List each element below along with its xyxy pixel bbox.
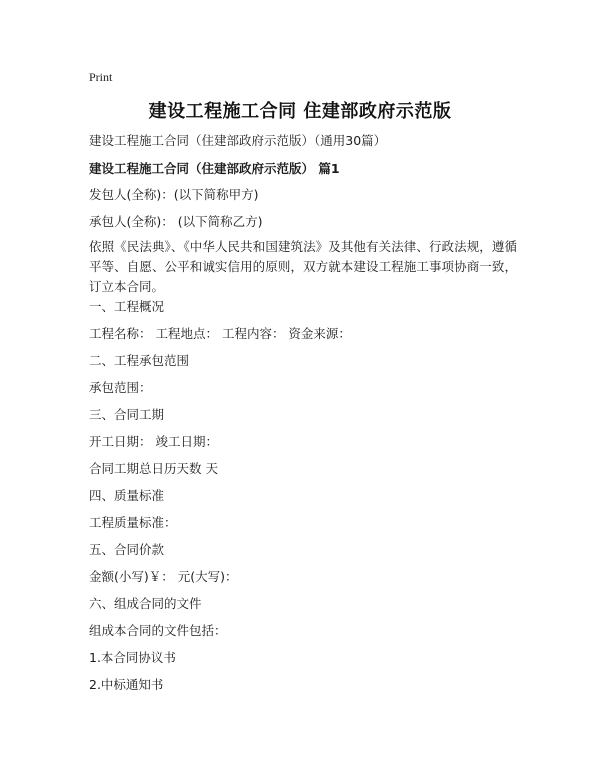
list-item: 1.本合同协议书: [89, 650, 176, 665]
section-6-heading: 六、组成合同的文件: [89, 596, 202, 611]
section-5-body: 金额(小写)￥： 元(大写)：: [89, 569, 238, 584]
document-subtitle: 建设工程施工合同（住建部政府示范版）（通用30篇）: [89, 133, 387, 148]
list-item: 2.中标通知书: [89, 677, 164, 692]
section-6-body: 组成本合同的文件包括：: [89, 623, 227, 638]
section-3-heading: 三、合同工期: [89, 407, 165, 422]
section-2-heading: 二、工程承包范围: [89, 353, 190, 368]
section-4-body: 工程质量标准：: [89, 515, 177, 530]
print-label: Print: [89, 70, 113, 84]
section-4-heading: 四、质量标准: [89, 488, 165, 503]
section-3-dates: 开工日期： 竣工日期：: [89, 434, 218, 449]
section-5-heading: 五、合同价款: [89, 542, 165, 557]
section-2-body: 承包范围：: [89, 380, 152, 395]
intro-paragraph: 依照《民法典》、《中华人民共和国建筑法》及其他有关法律、行政法规，遵循平等、自愿、公平和诚实信用的原则，双方就本建设工程施工事项协商一致，订立本合同。: [89, 239, 517, 294]
section-1-body: 工程名称： 工程地点： 工程内容： 资金来源：: [89, 326, 351, 341]
party-a-line: 发包人(全称)：(以下简称甲方): [89, 187, 259, 202]
document-title: 建设工程施工合同 住建部政府示范版: [148, 101, 452, 122]
section-1-heading: 一、工程概况: [89, 299, 165, 314]
party-b-line: 承包人(全称)： (以下简称乙方): [89, 214, 263, 229]
section-3-duration: 合同工期总日历天数 天: [89, 461, 218, 476]
section-heading: 建设工程施工合同（住建部政府示范版） 篇1: [89, 161, 340, 176]
